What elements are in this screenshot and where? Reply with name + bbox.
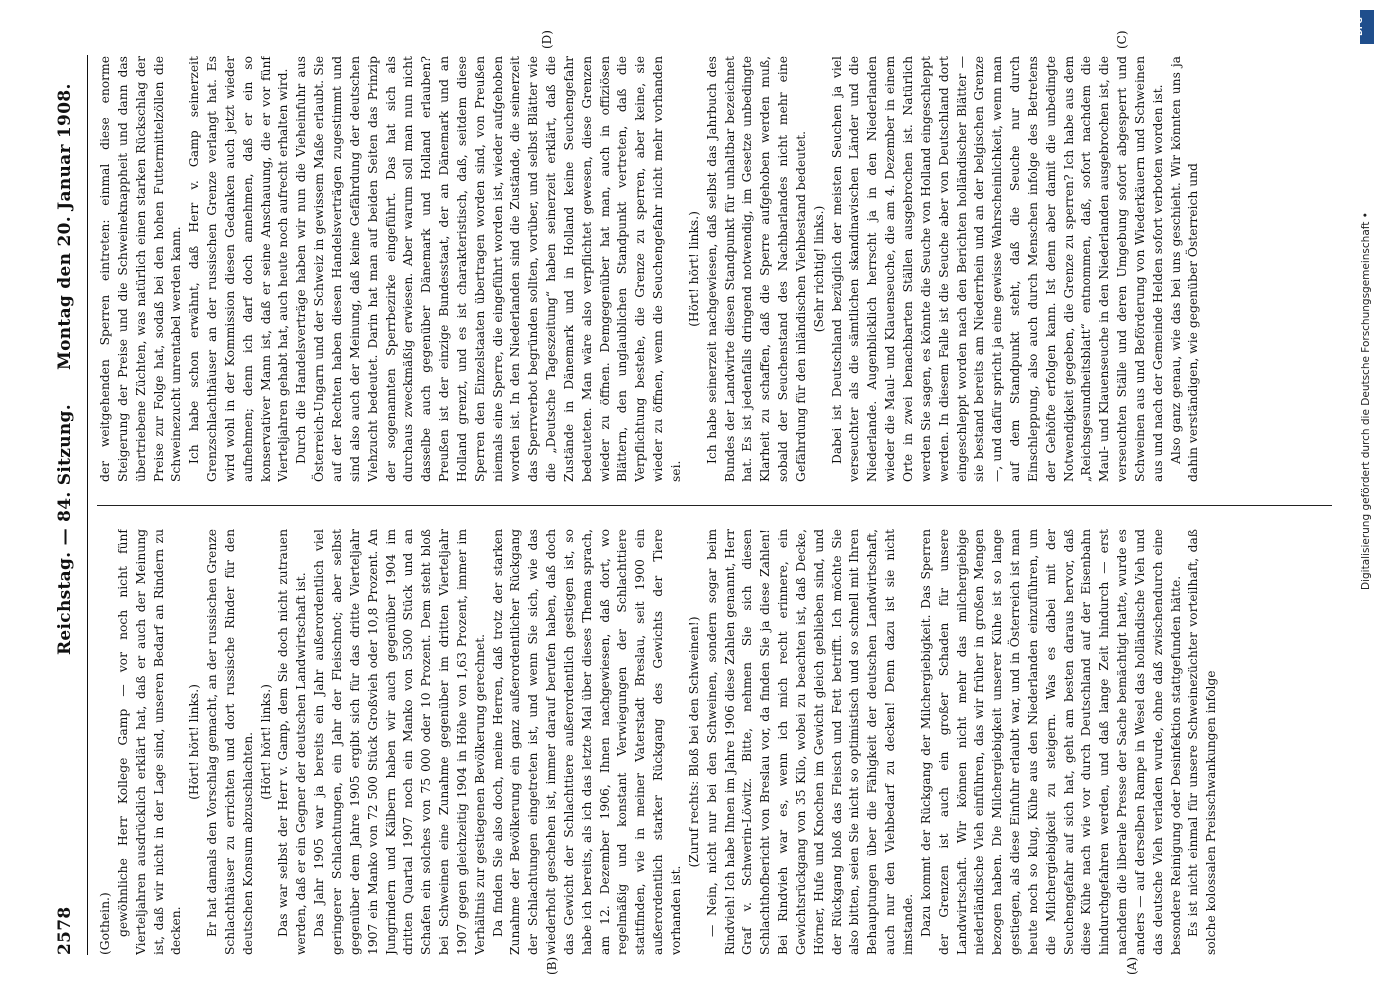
rotated-page [45,30,1345,975]
paragraph: gewöhnliche Herr Kollege Gamp — vor noch nicht fünf Vierteljahren ausdrücklich erklärt hat, daß er auch der Meinung ist, daß wir nicht in der Lage sind, unseren Bedarf an Rindern zu decken. [115,529,184,955]
session-date: Montag den 20. Januar 1908. [55,83,75,370]
margin-marker-d: (D) [540,30,554,49]
paragraph: Das war selbst der Herr v. Gamp, dem Sie doch nicht zutrauen werden, daß er ein Gegner der deutschen Landwirtschaft ist. [276,529,309,955]
paragraph: (Gothein.) [98,892,112,955]
paragraph: (Hört! hört! links.) [686,211,701,327]
page-header [45,55,88,955]
paragraph: Dazu kommt der Rückgang der Milchergiebigkeit. Das Sperren der Grenzen ist auch ein großer Schaden für unsere Landwirtschaft. Wir können nicht mehr das milchergiebige niederländische Vieh einführen, das wir früher in großen Mengen bezogen haben. Die Milchergiebigkeit unserer Kühe ist so lange gestiegen, als diese Einfuhr erlaubt war, und in Österreich ist man heute noch so klug, Kühe aus den Niederlanden einzuführen, um die Milchergiebigkeit zu steigern. Was es dabei mit der Seuchengefahr auf sich hat, geht am besten daraus hervor, daß diese Kühe nach wie vor durch Deutschland auf der Eisenbahn hindurchgefahren werden, und daß lange Zeit hindurch — erst nachdem die liberale Presse der Sache bemächtigt hatte, wurde es anders — auf derselben Rampe in Wesel das holländische Vieh und das deutsche Vieh verladen wurde, ohne daß zwischendurch eine besondere Reinigung oder Desinfektion stattgefunden hätte. [918,529,1183,955]
margin-marker-b: (B) [545,956,559,975]
margin-marker-c: (C) [1115,30,1129,49]
session-title: Reichstag. — 84. Sitzung. [55,404,75,655]
paragraph: (Sehr richtig! links.) [811,205,826,333]
page-number: 2578 [55,906,75,955]
paragraph: Also ganz genau, wie das bei uns geschieht. Wir könnten uns ja dahin verständigen, wie gegenüber Österreich und [1168,56,1201,482]
paragraph: Ich habe schon erwähnt, daß Herr v. Gamp seinerzeit Grenzschlachthäuser an der russischen Grenze verlangt hat. Es wird wohl in der Kommission diesen Gedanken auch jetzt wieder aufnehmen; denn ich darf doch annehmen, daß er ein so konservativer Mann ist, daß er seine Anschauung, die er vor fünf Vierteljahren gehabt hat, auch heute noch aufrecht erhalten wird. [187,56,291,482]
paragraph: Er hat damals den Vorschlag gemacht, an der russischen Grenze Schlachthäuser zu errichten und dort russische Rinder für den deutschen Konsum abzuschlachten. [205,529,255,955]
paragraph: Durch die Handelsverträge haben wir nun die Vieheinfuhr aus Österreich-Ungarn und der Schweiz in gewissem Maße erlaubt. Sie auf der Rechten haben diesen Handelsverträgen zugestimmt und sind also auch der Meinung, daß keine Gefährdung der deutschen Viehzucht bedeutet. Darin hat man auf beiden Seiten das Prinzip der sogenannten Sperrbezirke eingeführt. Das hat sich als durchaus zweckmäßig erwiesen. Aber warum soll man nun nicht dasselbe auch gegenüber Dänemark und Holland erlauben? Preußen ist der einzige Bundesstaat, der an Dänemark und an Holland grenzt, und es ist charakteristisch, daß, seitdem diese Sperren den Einzelstaaten übertragen worden sind, von Preußen niemals eine Sperre, die eingeführt worden ist, wieder aufgehoben worden ist. In den Niederlanden sind die Zustände, die seinerzeit das Sperrverbot begründen sollten, vorüber, und selbst Blätter wie die „Deutsche Tageszeitung“ haben seinerzeit erklärt, daß die Zustände in Dänemark und in Holland keine Seuchengefahr bedeuteten. Man wäre also verpflichtet gewesen, diese Grenzen wieder zu öffnen. Demgegenüber hat man, auch in offiziösen Blättern, den unglaublichen Standpunkt vertreten, daß die Verpflichtung bestehe, die Grenze zu sperren, aber keine, sie wieder zu öffnen, wenn die Seuchengefahr nicht mehr vorhanden sei. [294,56,683,482]
paragraph: (Hört! hört! links.) [187,684,202,800]
paragraph: (Zuruf rechts: Bloß bei den Schweinen!) [686,616,701,868]
text-column-left [97,529,1337,955]
credit-text: Digitalisierung gefördert durch die Deutsche Forschungsgemeinschaft • [1360,212,1372,590]
digitization-credit [1354,10,1376,990]
paragraph: Es ist nicht einmal für unsere Schweinezüchter vorteilhaft, daß solche kolossalen Preisschwankungen infolge [1186,529,1219,955]
paragraph: Das Jahr 1905 war ja bereits ein Jahr außerordentlich viel geringerer Schlachtungen, ein Jahr der Fleischnot; aber selbst gegenüber dem Jahre 1905 ergibt sich für das dritte Vierteljahr 1907 ein Manko von 72 500 Stück Großvieh oder 10,8 Prozent. An Jungrindern und Kälbern haben wir auch gegenüber 1904 im dritten Quartal 1907 noch ein Manko von 5300 Stück und an Schafen ein solches von 75 000 oder 10 Prozent. Dem steht bloß bei Schweinen eine Zunahme gegenüber im dritten Vierteljahr 1907 gegen gleichzeitig 1904 in Höhe von 1,63 Prozent, immer im Verhältnis zur gestiegenen Bevölkerung gerechnet. [312,529,487,955]
text-column-right [97,56,1337,482]
column-divider [97,505,1332,506]
paragraph: Da finden Sie also doch, meine Herren, daß trotz der starken Zunahme der Bevölkerung ein ganz außerordentlicher Rückgang der Schlachtungen eingetreten ist, und wenn Sie sich, wie das wiederholt geschehen ist, immer darauf berufen haben, daß doch das Gewicht der Schlachttiere außerordentlich gestiegen ist, so habe ich bereits, als ich das letzte Mal über dieses Thema sprach, am 12. Dezember 1906, Ihnen nachgewiesen, daß dort, wo regelmäßig und konstant Verwiegungen der Schlachttiere stattfinden, wie in meiner Vaterstadt Breslau, seit 1900 ein außerordentlich starker Rückgang des Gewichts der Tiere vorhanden ist. [490,529,683,955]
paragraph: Ich habe seinerzeit nachgewiesen, daß selbst das Jahrbuch des Bundes der Landwirte diesen Standpunkt für unhaltbar bezeichnet hat. Es ist jedenfalls dringend notwendig, im Gesetze unbedingte Klarheit zu schaffen, daß die Sperre aufgehoben werden muß, sobald der Seuchenstand des Nachbarlandes nicht mehr eine Gefährdung für den inländischen Viehbestand bedeutet. [704,56,808,482]
paragraph: der weitgehenden Sperren eintreten: einmal diese enorme Steigerung der Preise und die Schweineknappheit und dann das übertriebene Züchten, was natürlich einen starken Rückschlag der Preise zur Folge hat, sodaß bei den hohen Futtermittelzöllen die Schweinezucht unrentabel werden kann. [98,56,184,482]
margin-marker-a: (A) [1125,956,1139,975]
paragraph: (Hört! hört! links.) [258,684,273,800]
paragraph: Dabei ist Deutschland bezüglich der meisten Seuchen ja viel verseuchter als die sämtlichen skandinavischen Länder und die Niederlande. Augenblicklich herrscht ja in den Niederlanden wieder die Maul- und Klauenseuche, die am 4. Dezember in einem Orte in zwei benachbarten Ställen ausgebrochen ist. Natürlich werden Sie sagen, es könnte die Seuche von Holland eingeschleppt werden. In diesem Falle ist die Seuche aber von Deutschland dort eingeschleppt worden nach den Berichten holländischer Blätter — sie bestand bereits am Niederrhein und an der belgischen Grenze —, und dafür spricht ja eine gewisse Wahrscheinlichkeit, wenn man auf dem Standpunkt steht, daß die Seuche nur durch Einschleppung, also auch durch Menschen infolge des Betretens der Gehöfte erfolgen kann. Ist denn aber damit die unbedingte Notwendigkeit gegeben, die Grenze zu sperren? Ich habe aus dem „Reichsgesundheitsblatt“ entnommen, daß, sofort nachdem die Maul- und Klauenseuche in den Niederlanden ausgebrochen ist, die verseuchten Ställe und deren Umgebung sofort abgesperrt und Schweinen aus und Beförderung von Wiederkäuern und Schweinen aus und nach der Gemeinde Helden sofort verboten worden ist. [829,56,1165,482]
dfg-logo: DFG [1360,10,1374,44]
paragraph: — Nein, nicht nur bei den Schweinen, sondern sogar beim Rindvieh! Ich habe Ihnen im Jahre 1906 diese Zahlen genannt, Herr Graf v. Schwerin-Löwitz. Bitte, nehmen Sie sich diesen Schlachthofbericht von Breslau vor, da finden Sie ja diese Zahlen! Bei Rindvieh war es, wenn ich mich recht erinnere, ein Gewichtsrückgang von 35 Kilo, wobei zu beachten ist, daß Decke, Hörner, Hufe und Knochen im Gewicht gleich geblieben sind, und der Rückgang bloß das Fleisch und Fett betrifft. Ich möchte Sie also bitten, seien Sie nicht so optimistisch und so schnell mit Ihren Behauptungen über die Fähigkeit der deutschen Landwirtschaft, auch nur den Viehbedarf zu decken! Denn dazu ist sie nicht imstande. [704,529,915,955]
